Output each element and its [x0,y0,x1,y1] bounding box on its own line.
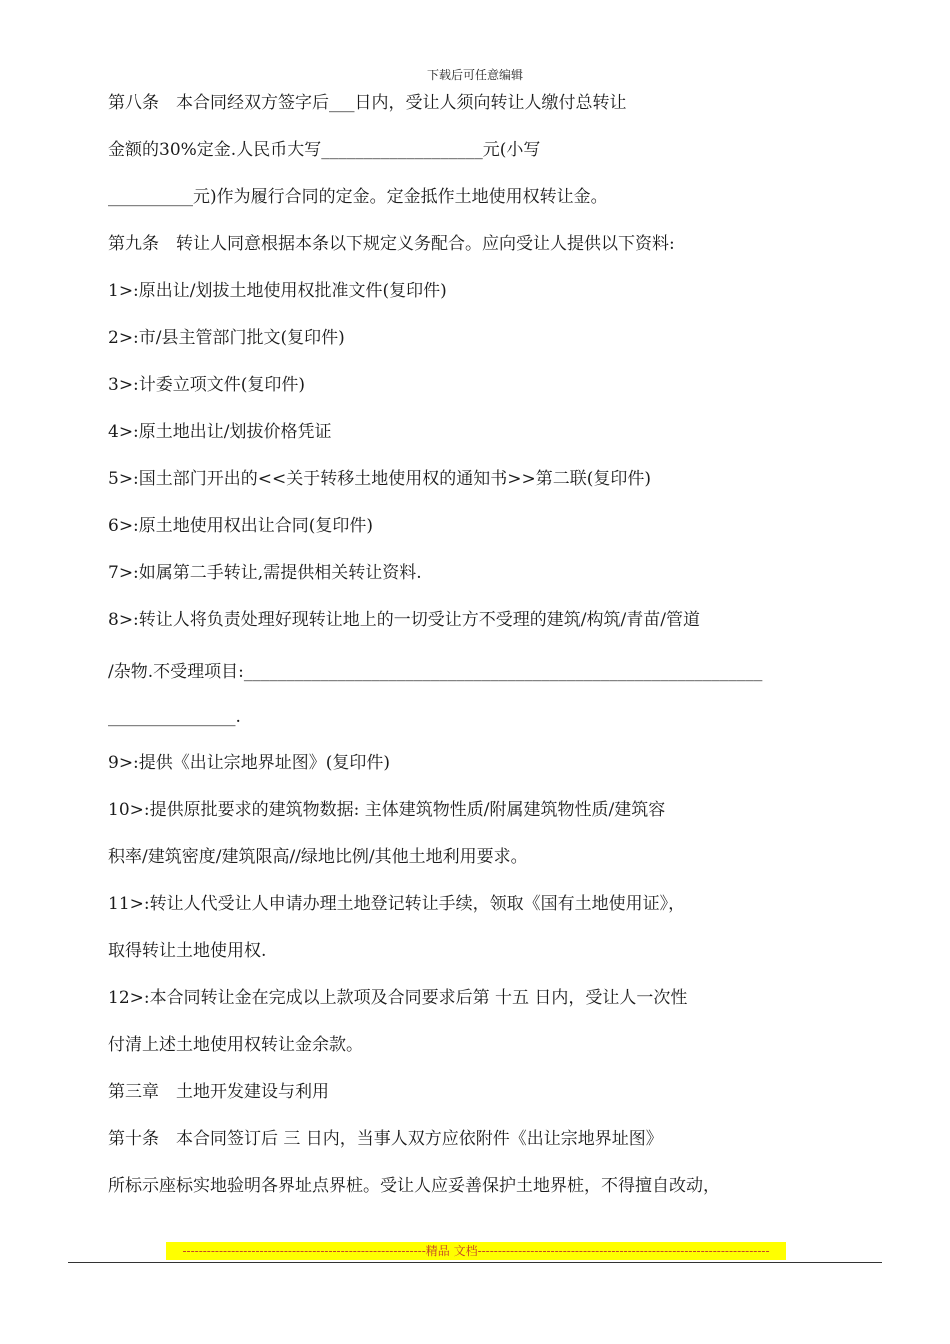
footer-divider [68,1262,882,1263]
text-line: 金额的30%定金.人民币大写___________________元(小写 [108,140,541,160]
text-line: /杂物.不受理项目:_____________________________________________________________ [108,662,763,682]
text-line: 第八条 本合同经双方签字后___日内，受让人须向转让人缴付总转让 [108,93,627,113]
text-line: 10>:提供原批要求的建筑物数据: 主体建筑物性质/附属建筑物性质/建筑容 [108,800,666,820]
text-line: 4>:原土地出让/划拔价格凭证 [108,422,332,442]
text-line: 第十条 本合同签订后 三 日内，当事人双方应依附件《出让宗地界址图》 [108,1129,663,1149]
text-line: 9>:提供《出让宗地界址图》(复印件) [108,753,391,773]
text-line: 12>:本合同转让金在完成以上款项及合同要求后第 十五 日内，受让人一次性 [108,988,688,1008]
text-line: 8>:转让人将负责处理好现转让地上的一切受让方不受理的建筑/构筑/青苗/管道 [108,610,700,630]
text-line: 第九条 转让人同意根据本条以下规定义务配合。应向受让人提供以下资料: [108,234,675,254]
text-line: 6>:原土地使用权出让合同(复印件) [108,516,374,536]
text-line: 所标示座标实地验明各界址点界桩。受让人应妥善保护土地界桩，不得擅自改动， [108,1176,720,1196]
text-line: 取得转让土地使用权. [108,941,267,961]
text-line: 11>:转让人代受让人申请办理土地登记转让手续，领取《国有土地使用证》， [108,894,686,914]
text-line: 3>:计委立项文件(复印件) [108,375,306,395]
text-line: 7>:如属第二手转让,需提供相关转让资料. [108,563,422,583]
text-line: 2>:市/县主管部门批文(复印件) [108,328,345,348]
text-line: _______________. [108,707,241,727]
text-line: 付清上述土地使用权转让金余款。 [108,1035,363,1055]
text-line: 5>:国土部门开出的<<关于转移土地使用权的通知书>>第二联(复印件) [108,469,652,489]
text-line: __________元)作为履行合同的定金。定金抵作土地使用权转让金。 [108,187,608,207]
text-line: 1>:原出让/划拔土地使用权批准文件(复印件) [108,281,447,301]
text-line: 积率/建筑密度/建筑限高//绿地比例/其他土地利用要求。 [108,847,528,867]
page-header: 下载后可任意编辑 [426,68,523,82]
page-footer: ------------------------------------------------------------精品 文档------------------------------------------------------------------------ [182,1244,770,1258]
section-heading: 第三章 土地开发建设与利用 [108,1082,329,1102]
